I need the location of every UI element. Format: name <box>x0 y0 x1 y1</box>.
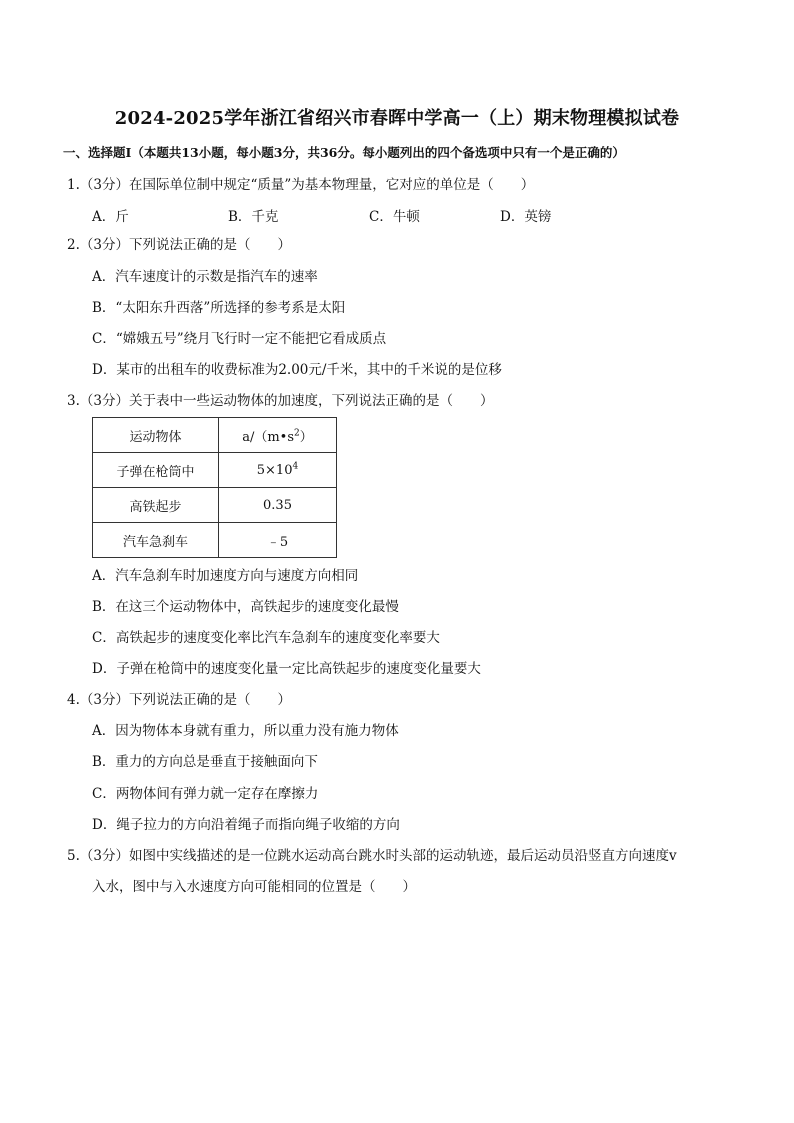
question-5-stem-continued: 入水，图中与入水速度方向可能相同的位置是（ ） <box>92 879 416 895</box>
option-a: A．斤 <box>92 209 129 225</box>
option-b: B．千克 <box>228 209 279 225</box>
option-d: D．绳子拉力的方向沿着绳子而指向绳子收缩的方向 <box>92 817 400 833</box>
option-a: A．因为物体本身就有重力，所以重力没有施力物体 <box>92 723 399 739</box>
unit-close: ） <box>299 429 313 445</box>
table-cell-object: 汽车急刹车 <box>93 523 219 558</box>
table-header-object: 运动物体 <box>93 418 219 453</box>
option-d: D．英镑 <box>500 209 552 225</box>
option-b: B．在这三个运动物体中，高铁起步的速度变化最慢 <box>92 599 399 615</box>
section-heading: 一、选择题Ⅰ（本题共13小题，每小题3分，共36分。每小题列出的四个备选项中只有一个是正确的） <box>63 145 625 160</box>
value-base: ﹣5 <box>266 534 289 550</box>
option-c: C．高铁起步的速度变化率比汽车急刹车的速度变化率要大 <box>92 630 440 646</box>
table-cell-value <box>219 453 337 488</box>
acceleration-table <box>92 417 337 558</box>
table-row <box>93 523 337 558</box>
value-base: 5×10 <box>256 462 293 478</box>
table-cell-value <box>219 488 337 523</box>
option-d: D．某市的出租车的收费标准为2.00元/千米，其中的千米说的是位移 <box>92 362 502 378</box>
option-a: A．汽车速度计的示数是指汽车的速率 <box>92 269 318 285</box>
question-5-stem: 5.（3分）如图中实线描述的是一位跳水运动高台跳水时头部的运动轨迹，最后运动员沿竖直方向速度v <box>67 848 677 864</box>
value-base: 0.35 <box>263 497 292 513</box>
option-c: C．“嫦娥五号”绕月飞行时一定不能把它看成质点 <box>92 331 387 347</box>
exam-title: 2024-2025学年浙江省绍兴市春晖中学高一（上）期末物理模拟试卷 <box>114 108 680 129</box>
option-c: C．牛顿 <box>369 209 420 225</box>
table-header-row <box>93 418 337 453</box>
table-row <box>93 453 337 488</box>
option-b: B．“太阳东升西落”所选择的参考系是太阳 <box>92 300 346 316</box>
question-1-options <box>92 205 692 223</box>
option-d: D．子弹在枪筒中的速度变化量一定比高铁起步的速度变化量要大 <box>92 661 481 677</box>
table-row <box>93 488 337 523</box>
table-cell-value <box>219 523 337 558</box>
option-b: B．重力的方向总是垂直于接触面向下 <box>92 754 318 770</box>
question-1-stem: 1.（3分）在国际单位制中规定“质量”为基本物理量，它对应的单位是（ ） <box>67 177 535 193</box>
table-cell-object: 子弹在枪筒中 <box>93 453 219 488</box>
table-cell-object: 高铁起步 <box>93 488 219 523</box>
unit-exponent: 2 <box>294 428 300 439</box>
value-exponent: 4 <box>292 461 299 472</box>
option-c: C．两物体间有弹力就一定存在摩擦力 <box>92 786 319 802</box>
unit-label: a/（m•s <box>242 429 295 445</box>
question-3-stem: 3.（3分）关于表中一些运动物体的加速度，下列说法正确的是（ ） <box>67 393 494 409</box>
question-4-stem: 4.（3分）下列说法正确的是（ ） <box>67 692 291 708</box>
table-header-acceleration <box>219 418 337 453</box>
option-a: A．汽车急刹车时加速度方向与速度方向相同 <box>92 568 359 584</box>
question-2-stem: 2.（3分）下列说法正确的是（ ） <box>67 237 291 253</box>
